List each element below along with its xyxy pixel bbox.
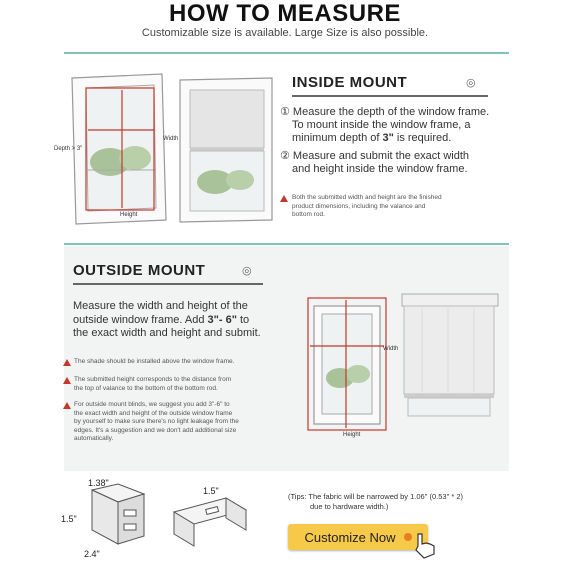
tips-note: (Tips: The fabric will be narrowed by 1.06" (0.53" * 2) due to hardware width.) [288,492,463,511]
depth-label: Depth > 3" [54,146,83,152]
outside-note-2: The submitted height corresponds to the distance from the top of valance to the bottom of the bottom rod. [74,376,232,392]
clip-illustration [170,490,250,556]
outside-mount-illustration [296,286,506,446]
outside-width-label: Width [383,346,399,352]
warning-icon [280,195,288,202]
page-subtitle: Customizable size is available. Large Size is also possible. [141,27,429,39]
inside-note: Both the submitted width and height are the finished product dimensions, including the valance and bottom rod. [292,194,442,218]
middle-divider [64,243,509,245]
window-pane-left [86,85,156,211]
bracket-dim-bottom: 2.4" [84,549,100,559]
inside-height-label: Height [120,212,138,218]
outside-mount-underline [73,283,263,285]
inside-mount-heading: INSIDE MOUNT [292,74,408,91]
warning-icon [63,402,71,409]
inside-width-label: Width [163,136,179,142]
inside-mount-illustration [50,70,290,230]
bracket-dim-top: 1.38" [88,478,109,488]
measuring-tape-icon: ◎ [466,77,476,89]
measuring-tape-icon: ◎ [242,265,252,277]
outside-note-3: For outside mount blinds, we suggest you add 3"-6" to the exact width and height of the outside window frame by yourself to make sure there's no light leakage from the edges. It's a suggestion and we don't add additional size automatically. [74,401,239,442]
tree-right [119,146,151,170]
bracket-dim-side: 1.5" [61,514,77,524]
warning-icon [63,359,71,366]
outside-mount-heading: OUTSIDE MOUNT [73,262,206,279]
customize-now-button[interactable] [288,524,428,550]
warning-icon [63,377,71,384]
outside-main-instructions: Measure the width and height of the outside window frame. Add 3"- 6" to the exact width and height and submit. [73,300,261,339]
top-divider [64,52,509,54]
outside-height-label: Height [343,432,361,438]
inside-step-2: ② Measure and submit the exact width and height inside the window frame. [280,150,470,175]
bracket-illustration [78,480,158,558]
page-title: HOW TO MEASURE [169,0,401,27]
inside-step-1: ① Measure the depth of the window frame. To mount inside the window frame, a minimum depth of 3" is required. [280,106,490,144]
inside-mount-underline [292,95,488,97]
clip-dim: 1.5" [203,486,219,496]
shade-fabric-outside [404,306,494,394]
customize-now-label: Customize Now [304,529,396,545]
outside-note-1: The shade should be installed above the window frame. [74,358,235,365]
hand-pointer-icon [410,530,440,560]
valance [402,294,498,306]
shade-fabric [190,90,264,148]
